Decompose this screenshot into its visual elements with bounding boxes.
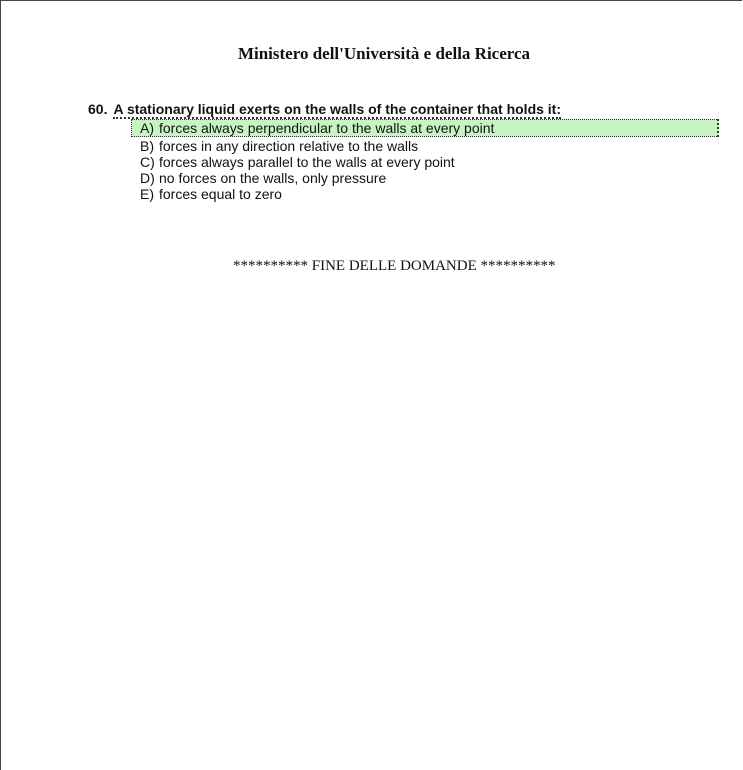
answer-option-e[interactable]	[132, 186, 719, 202]
answer-text: forces in any direction relative to the walls	[159, 138, 419, 154]
answer-text: forces always parallel to the walls at every point	[159, 154, 455, 170]
answer-text: no forces on the walls, only pressure	[159, 170, 387, 186]
answer-option-d[interactable]	[132, 170, 719, 186]
answer-letter: B)	[140, 138, 154, 154]
question-number: 60.	[88, 101, 108, 117]
answer-letter: D)	[140, 170, 155, 186]
answer-option-c[interactable]	[132, 154, 719, 170]
end-of-questions-marker: ********** FINE DELLE DOMANDE **********	[233, 258, 556, 274]
answer-letter: E)	[140, 186, 154, 202]
answer-letter: C)	[140, 154, 155, 170]
answer-list	[132, 120, 719, 202]
answer-option-b[interactable]	[132, 138, 719, 154]
question-text: A stationary liquid exerts on the walls of the container that holds it:	[113, 101, 562, 117]
answer-letter: A)	[140, 120, 154, 136]
answer-option-a[interactable]	[131, 119, 719, 137]
answer-text: forces equal to zero	[159, 186, 282, 202]
question	[88, 101, 561, 117]
page-title: Ministero dell'Università e della Ricerca	[237, 44, 531, 63]
answer-text: forces always perpendicular to the walls at every point	[159, 120, 495, 136]
